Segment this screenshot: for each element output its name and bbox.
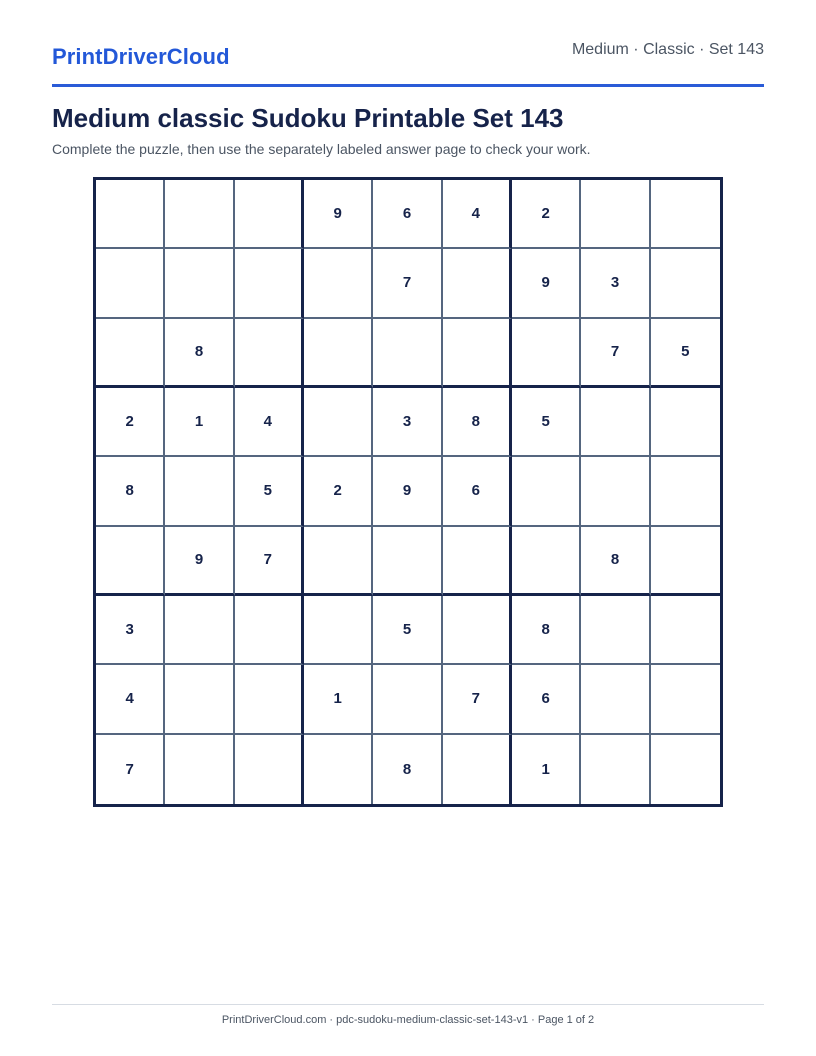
page-header [52, 36, 764, 87]
sudoku-cell [443, 527, 512, 596]
sudoku-cell: 1 [304, 665, 373, 734]
page-footer: PrintDriverCloud.com · pdc-sudoku-medium-classic-set-143-v1 · Page 1 of 2 [221, 1014, 595, 1026]
sudoku-cell: 6 [512, 665, 581, 734]
sudoku-cell: 8 [373, 735, 442, 804]
sudoku-cell: 9 [304, 180, 373, 249]
sudoku-cell: 9 [165, 527, 234, 596]
sudoku-cell: 1 [512, 735, 581, 804]
sudoku-cell [96, 527, 165, 596]
sudoku-cell [443, 596, 512, 665]
sudoku-cell: 8 [443, 388, 512, 457]
puzzle-meta: Medium · Classic · Set 143 [571, 41, 764, 58]
sudoku-cell [581, 180, 650, 249]
sudoku-cell [235, 180, 304, 249]
sudoku-cell [443, 735, 512, 804]
sudoku-cell [581, 388, 650, 457]
sudoku-cell [96, 319, 165, 388]
page-title: Medium classic Sudoku Printable Set 143 [52, 103, 564, 133]
sudoku-cell [304, 735, 373, 804]
brand-logo[interactable]: PrintDriverCloud [52, 44, 230, 69]
sudoku-cell [651, 665, 720, 734]
sudoku-cell: 4 [96, 665, 165, 734]
sudoku-cell [96, 180, 165, 249]
sudoku-cell [235, 249, 304, 318]
sudoku-cell: 3 [373, 388, 442, 457]
sudoku-cell [443, 319, 512, 388]
sudoku-cell: 1 [165, 388, 234, 457]
sudoku-cell: 5 [235, 457, 304, 526]
sudoku-cell [512, 527, 581, 596]
sudoku-cell [304, 388, 373, 457]
sudoku-cell [304, 527, 373, 596]
sudoku-cell: 3 [96, 596, 165, 665]
sudoku-cell: 2 [96, 388, 165, 457]
sudoku-cell [235, 319, 304, 388]
sudoku-grid [93, 177, 723, 807]
sudoku-cell [651, 596, 720, 665]
sudoku-cell [165, 665, 234, 734]
sudoku-cell [235, 596, 304, 665]
sudoku-cell: 8 [512, 596, 581, 665]
sudoku-cell: 3 [581, 249, 650, 318]
sudoku-cell [581, 457, 650, 526]
sudoku-cell [651, 388, 720, 457]
sudoku-cell: 8 [581, 527, 650, 596]
sudoku-cell [165, 735, 234, 804]
sudoku-cell [581, 596, 650, 665]
sudoku-cell [651, 249, 720, 318]
sudoku-cell [304, 319, 373, 388]
sudoku-cell [512, 457, 581, 526]
sudoku-cell [651, 457, 720, 526]
sudoku-cell: 4 [443, 180, 512, 249]
sudoku-cell [165, 180, 234, 249]
sudoku-cell [443, 249, 512, 318]
footer-divider [52, 1004, 764, 1005]
sudoku-cell: 5 [373, 596, 442, 665]
sudoku-cell [165, 457, 234, 526]
sudoku-cell [96, 249, 165, 318]
sudoku-cell: 9 [512, 249, 581, 318]
sudoku-cell: 4 [235, 388, 304, 457]
page-subtitle: Complete the puzzle, then use the separately labeled answer page to check your work. [52, 141, 591, 157]
sudoku-cell: 8 [165, 319, 234, 388]
sudoku-cell [235, 665, 304, 734]
sudoku-cell [235, 735, 304, 804]
sudoku-cell [651, 527, 720, 596]
sudoku-cell [165, 596, 234, 665]
sudoku-cell [373, 665, 442, 734]
sudoku-cell [373, 527, 442, 596]
sudoku-cell: 7 [581, 319, 650, 388]
sudoku-cell: 8 [96, 457, 165, 526]
sudoku-cell: 9 [373, 457, 442, 526]
sudoku-cell [512, 319, 581, 388]
sudoku-cell: 6 [373, 180, 442, 249]
sudoku-cell: 7 [373, 249, 442, 318]
sudoku-cell: 5 [651, 319, 720, 388]
sudoku-cell: 5 [512, 388, 581, 457]
sudoku-cell [373, 319, 442, 388]
sudoku-cell [651, 180, 720, 249]
sudoku-cell: 2 [304, 457, 373, 526]
sudoku-cell [651, 735, 720, 804]
sudoku-cell: 7 [235, 527, 304, 596]
sudoku-cell [165, 249, 234, 318]
sudoku-cell: 7 [443, 665, 512, 734]
sudoku-cell [581, 665, 650, 734]
sudoku-cell: 2 [512, 180, 581, 249]
sudoku-cell: 6 [443, 457, 512, 526]
sudoku-cell [581, 735, 650, 804]
sudoku-cell [304, 596, 373, 665]
sudoku-cell: 7 [96, 735, 165, 804]
sudoku-cell [304, 249, 373, 318]
